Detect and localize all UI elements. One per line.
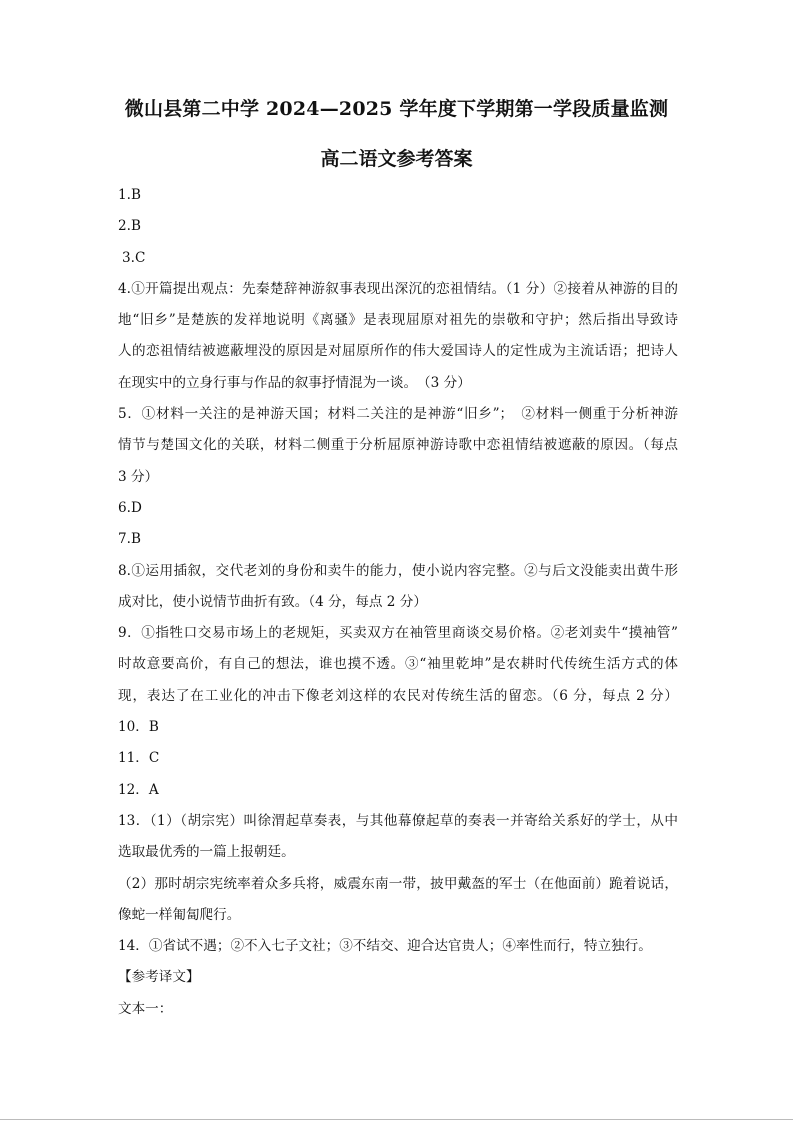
- answer-line: 人的恋祖情结被遮蔽埋没的原因是对屈原所作的伟大爱国诗人的定性成为主流话语；把诗人: [118, 343, 678, 360]
- answer-body: [118, 185, 678, 1030]
- answer-line: 3.C: [122, 249, 146, 266]
- answer-line: 文本一：: [118, 1000, 173, 1017]
- page-bottom-divider: [0, 1119, 793, 1120]
- answer-line: 3 分）: [118, 468, 159, 485]
- answer-line: 12．A: [118, 781, 159, 798]
- document-title: 微山县第二中学 2024—2025 学年度下学期第一学段质量监测: [124, 98, 669, 120]
- answer-line: 9．①指牲口交易市场上的老规矩，买卖双方在袖管里商谈交易价格。②老刘卖牛“摸袖管”: [118, 625, 678, 642]
- answer-line: 6.D: [118, 499, 142, 516]
- answer-line: 10．B: [118, 719, 159, 736]
- answer-line: 8.①运用插叙，交代老刘的身份和卖牛的能力，使小说内容完整。②与后文没能卖出黄牛形: [118, 562, 678, 579]
- answer-line: 现，表达了在工业化的冲击下像老刘这样的农民对传统生活的留恋。（6 分，每点 2 分）: [118, 687, 678, 704]
- answer-line: 像蛇一样匍匐爬行。: [118, 906, 241, 923]
- answer-line: （2）那时胡宗宪统率着众多兵将，威震东南一带，披甲戴盔的军士（在他面前）跪着说话，: [118, 875, 678, 892]
- answer-line: 时故意要高价，有自己的想法，谁也摸不透。③“袖里乾坤”是农耕时代传统生活方式的体: [118, 656, 678, 673]
- document-subtitle: 高二语文参考答案: [320, 148, 473, 170]
- answer-line: 13．（1）（胡宗宪）叫徐渭起草奏表，与其他幕僚起草的奏表一并寄给关系好的学士，从中: [118, 812, 678, 829]
- answer-line: 5．①材料一关注的是神游天国；材料二关注的是神游“旧乡”； ②材料一侧重于分析神游: [118, 406, 678, 423]
- answer-line: 4.①开篇提出观点：先秦楚辞神游叙事表现出深沉的恋祖情结。（1 分）②接着从神游的目的: [118, 280, 678, 297]
- answer-line: 14．①省试不遇；②不入七子文社；③不结交、迎合达官贵人；④率性而行，特立独行。: [118, 938, 652, 955]
- answer-line: 在现实中的立身行事与作品的叙事抒情混为一谈。 （3 分）: [118, 374, 471, 391]
- answer-line: 情节与楚国文化的关联，材料二侧重于分析屈原神游诗歌中恋祖情结被遮蔽的原因。（每点: [118, 437, 678, 454]
- answer-line: 地“旧乡”是楚族的发祥地说明《离骚》是表现屈原对祖先的崇敬和守护；然后指出导致诗: [118, 312, 678, 329]
- answer-line: 成对比，使小说情节曲折有致。（4 分，每点 2 分）: [118, 593, 427, 610]
- answer-line: 11．C: [118, 750, 160, 767]
- answer-line: 选取最优秀的一篇上报朝廷。: [118, 844, 295, 861]
- answer-line: 2.B: [118, 218, 141, 235]
- answer-line: 【参考译文】: [118, 969, 200, 986]
- answer-line: 7.B: [118, 531, 141, 548]
- answer-line: 1.B: [118, 187, 141, 203]
